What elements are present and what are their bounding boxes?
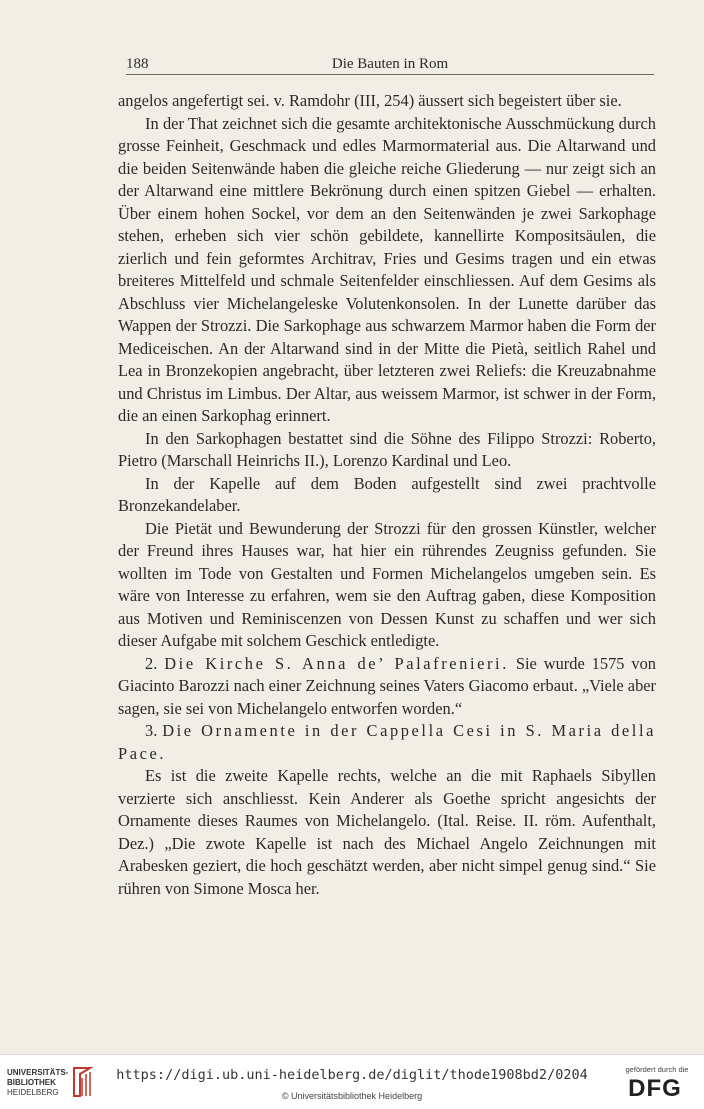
dfg-logo[interactable]: DFG	[628, 1075, 682, 1102]
library-name-line3: HEIDELBERG	[7, 1088, 59, 1097]
paragraph-5: Die Pietät und Bewunderung der Strozzi für den grossen Künstler, welcher der Freund ihres Hauses war, hat hier ein rührendes Zeugniss gefunden. Sie wollten im Tode von Gestalten und Formen Michelangelos umgeben sein. Es wäre von Interesse zu erfahren, wem sie den Auftrag gaben, diese Komposition aus Motiven und Reminiscenzen von Dessen Kunst zu schaffen und wer sich dieser Aufgabe mit solchem Geschick entledigte.	[118, 518, 656, 650]
section-3-number: 3.	[145, 721, 158, 740]
library-name-line2: BIBLIOTHEK	[7, 1078, 56, 1087]
library-name-line1: UNIVERSITÄTS-	[7, 1068, 69, 1077]
paragraph-1: angelos angefertigt sei. v. Ramdohr (III, 254) äussert sich begeistert über sie.	[118, 91, 622, 110]
header-rule	[126, 74, 654, 75]
library-logo-icon	[70, 1064, 96, 1100]
page-header	[126, 52, 654, 74]
running-title: Die Bauten in Rom	[331, 56, 449, 72]
footer-bar	[0, 1054, 704, 1109]
paragraph-2: In der That zeichnet sich die gesamte architektonische Ausschmückung durch grosse Feinheit, Geschmack und edles Marmormaterial aus. Die Altarwand und die beiden Seitenwände haben die gleiche reiche Gliederung — nur zeigt sich an der Altarwand eine mittlere Bekrönung durch einen spitzen Giebel — erhalten. Über einem hohen Sockel, vor dem an den Seitenwänden je zwei Sarkophage stehen, erheben sich vier schön gebildete, kannellirte Kompositsäulen, die zierlich und fein geformtes Architrav, Fries und Gesims tragen und ein etwas breiteres Mittelfeld und schmale Seitenfelder einschliessen. Auf dem Gesims als Abschluss vier Michelangeleske Volutenkonsolen. In der Lunette darüber das Wappen der Strozzi. Die Sarkophage aus schwarzem Marmor haben die Form der Mediceischen. An der Altarwand sind in der Mitte die Pietà, seitlich Rahel und Lea in Bronzekopien angebracht, über letzteren zwei Reliefs: die Kreuzabnahme und Christus im Limbus. Der Altar, aus weissem Marmor, ist schwer in der Form, die an einen Sarkophag erinnert.	[118, 113, 656, 425]
paragraph-8: Es ist die zweite Kapelle rechts, welche an die mit Raphaels Sibyllen verzierte sich anschliesst. Kein Anderer als Goethe spricht angesichts der Ornamente dieses Raumes von Michelangelo. (Ital. Reise. II. röm. Aufenthalt, Dez.) „Die zwote Kapelle ist nach des Michael Angelo Zeichnungen mit Arabesken geziert, die hoch geschätzt werden, aber nicht simpel genug sind.“ Sie rühren von Simone Mosca her.	[118, 766, 656, 898]
section-3-heading: Die Ornamente in der Cappella Cesi in S. Maria della Pace.	[118, 721, 656, 763]
section-2-text: Sie wurde 1575 von Giacinto Barozzi nach einer Zeichnung seines Vaters Giacomo erbaut. „Viele aber sagen, sie sei von Michelangelo entworfen worden.“	[118, 653, 657, 718]
section-2	[118, 653, 656, 721]
paragraph-3: In den Sarkophagen bestattet sind die Söhne des Filippo Strozzi: Roberto, Pietro (Marschall Heinrichs II.), Lorenzo Kardinal und Leo.	[118, 428, 656, 470]
body-text	[118, 90, 656, 900]
section-2-heading: Die Kirche S. Anna de’ Palafrenieri.	[164, 653, 509, 673]
section-2-number: 2.	[145, 653, 158, 673]
section-3	[118, 720, 656, 765]
page-number: 188	[126, 56, 149, 72]
paragraph-4: In der Kapelle auf dem Boden aufgestellt sind zwei prachtvolle Bronzekandelaber.	[118, 473, 656, 515]
funding-note: gefördert durch die	[625, 1065, 689, 1074]
document-url-link[interactable]: https://digi.ub.uni-heidelberg.de/diglit/thode1908bd2/0204	[116, 1067, 588, 1083]
copyright-notice: © Universitätsbibliothek Heidelberg	[281, 1091, 423, 1101]
